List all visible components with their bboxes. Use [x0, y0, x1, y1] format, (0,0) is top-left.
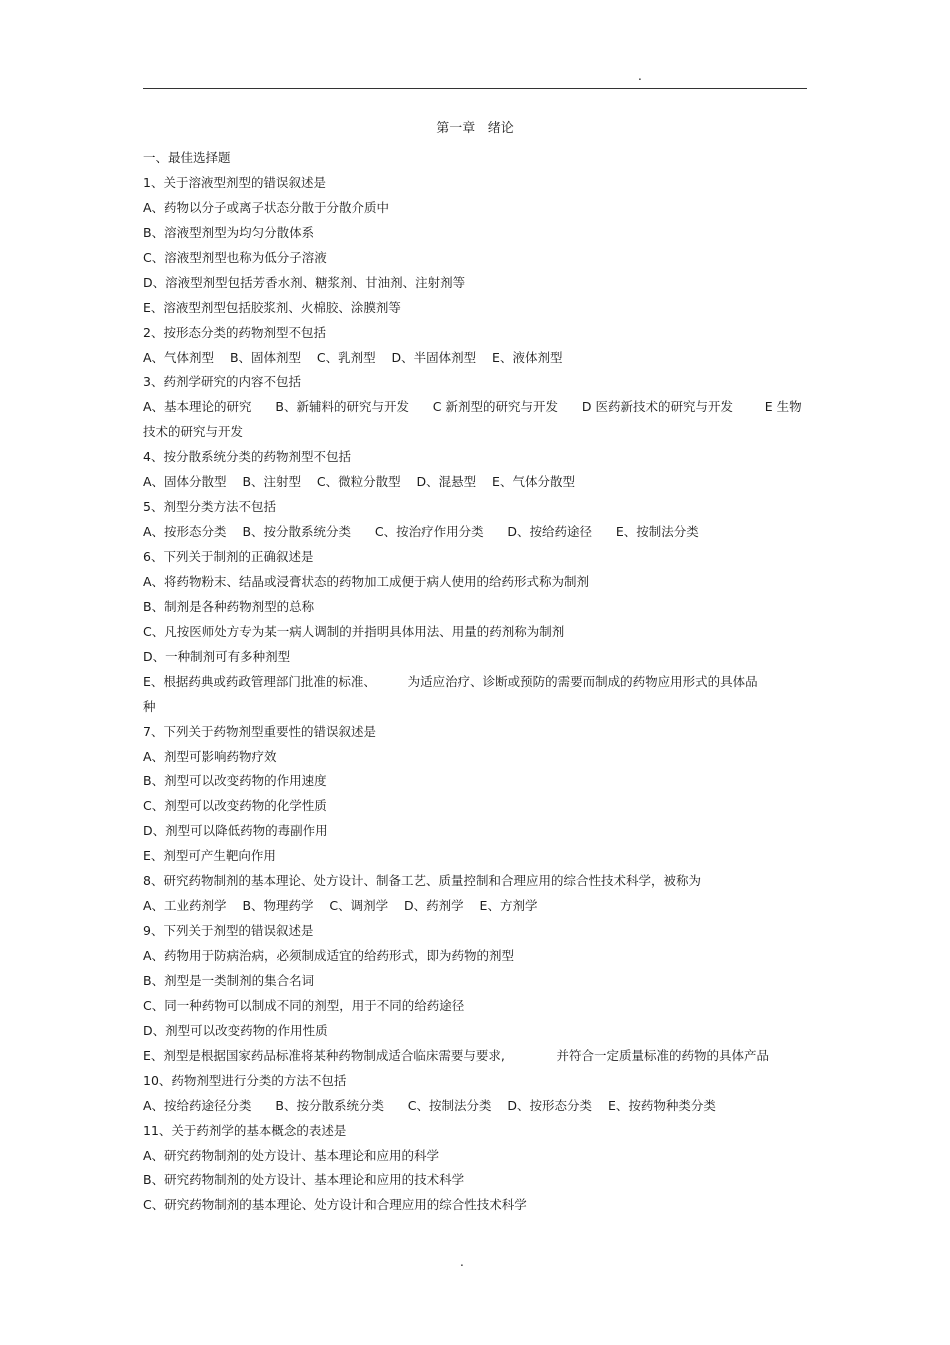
- text-line: A、基本理论的研究 B、新辅料的研究与开发 C 新剂型的研究与开发 D 医药新技术的研究与开发 E 生物: [143, 399, 802, 415]
- question-list: [143, 146, 807, 1218]
- text-line: 5、剂型分类方法不包括: [143, 499, 276, 515]
- text-line: C、溶液型剂型也称为低分子溶液: [143, 249, 327, 265]
- text-line: E、溶液型剂型包括胶浆剂、火棉胶、涂膜剂等: [143, 299, 401, 315]
- text-line: 10、药物剂型进行分类的方法不包括: [143, 1072, 347, 1088]
- text-line: B、溶液型剂型为均匀分散体系: [143, 224, 315, 240]
- text-line: E、剂型是根据国家药品标准将某种药物制成适合临床需要与要求, 并符合一定质量标准的药物的具体产品: [143, 1047, 770, 1063]
- text-line: A、工业药剂学 B、物理药学 C、调剂学 D、药剂学 E、方剂学: [143, 898, 538, 914]
- text-line: D、剂型可以降低药物的毒副作用: [143, 823, 328, 839]
- text-line: A、气体剂型 B、固体剂型 C、乳剂型 D、半固体剂型 E、液体剂型: [143, 349, 563, 365]
- text-line: B、制剂是各种药物剂型的总称: [143, 598, 315, 614]
- text-line: C、同一种药物可以制成不同的剂型，用于不同的给药途径: [143, 997, 465, 1013]
- text-line: A、药物用于防病治病，必须制成适宜的给药形式，即为药物的剂型: [143, 948, 515, 963]
- text-line: A、将药物粉末、结晶或浸膏状态的药物加工成便于病人使用的给药形式称为制剂: [143, 573, 590, 589]
- text-line: 3、药剂学研究的内容不包括: [143, 374, 301, 390]
- text-line: A、按形态分类 B、按分散系统分类 C、按治疗作用分类 D、按给药途径 E、按制法分类: [143, 524, 699, 540]
- text-line: A、固体分散型 B、注射型 C、微粒分散型 D、混悬型 E、气体分散型: [143, 474, 575, 490]
- text-line: C、研究药物制剂的基本理论、处方设计和合理应用的综合性技术科学: [143, 1197, 527, 1213]
- text-line: 7、下列关于药物剂型重要性的错误叙述是: [143, 723, 376, 739]
- text-line: E、根据药典或药政管理部门批准的标准、 为适应治疗、诊断或预防的需要而制成的药物应用形式的具体品: [143, 673, 758, 689]
- text-line: B、研究药物制剂的处方设计、基本理论和应用的技术科学: [143, 1172, 465, 1188]
- text-line: 4、按分散系统分类的药物剂型不包括: [143, 449, 351, 465]
- header-rule: [143, 88, 807, 89]
- text-line: 2、按形态分类的药物剂型不包括: [143, 324, 326, 340]
- text-line: C、剂型可以改变药物的化学性质: [143, 798, 327, 814]
- text-line: D、剂型可以改变药物的作用性质: [143, 1022, 328, 1038]
- text-line: C、凡按医师处方专为某一病人调制的并指明具体用法、用量的药剂称为制剂: [143, 623, 565, 639]
- text-line: 种: [143, 698, 156, 714]
- text-line: 6、下列关于制剂的正确叙述是: [143, 549, 314, 564]
- text-line: 11、关于药剂学的基本概念的表述是: [143, 1122, 347, 1138]
- text-line: A、药物以分子或离子状态分散于分散介质中: [143, 199, 390, 215]
- text-line: A、剂型可影响药物疗效: [143, 748, 277, 764]
- text-line: A、按给药途径分类 B、按分散系统分类 C、按制法分类 D、按形态分类 E、按药物种类分类: [143, 1097, 716, 1113]
- footer-mark: .: [460, 1255, 464, 1269]
- header-mark: .: [638, 69, 642, 83]
- text-line: E、剂型可产生靶向作用: [143, 848, 276, 864]
- text-line: A、研究药物制剂的处方设计、基本理论和应用的科学: [143, 1147, 440, 1163]
- text-line: 8、研究药物制剂的基本理论、处方设计、制备工艺、质量控制和合理应用的综合性技术科学，被称为: [143, 873, 701, 889]
- text-line: 1、关于溶液型剂型的错误叙述是: [143, 174, 326, 190]
- text-line: B、剂型可以改变药物的作用速度: [143, 773, 327, 789]
- chapter-title: 第一章 绪论: [436, 121, 514, 136]
- text-line: 技术的研究与开发: [143, 424, 244, 440]
- text-line: 9、下列关于剂型的错误叙述是: [143, 923, 314, 939]
- text-line: D、一种制剂可有多种剂型: [143, 648, 291, 664]
- text-line: D、溶液型剂型包括芳香水剂、糖浆剂、甘油剂、注射剂等: [143, 274, 466, 290]
- text-line: 一、最佳选择题: [143, 150, 231, 165]
- text-line: B、剂型是一类制剂的集合名词: [143, 972, 315, 988]
